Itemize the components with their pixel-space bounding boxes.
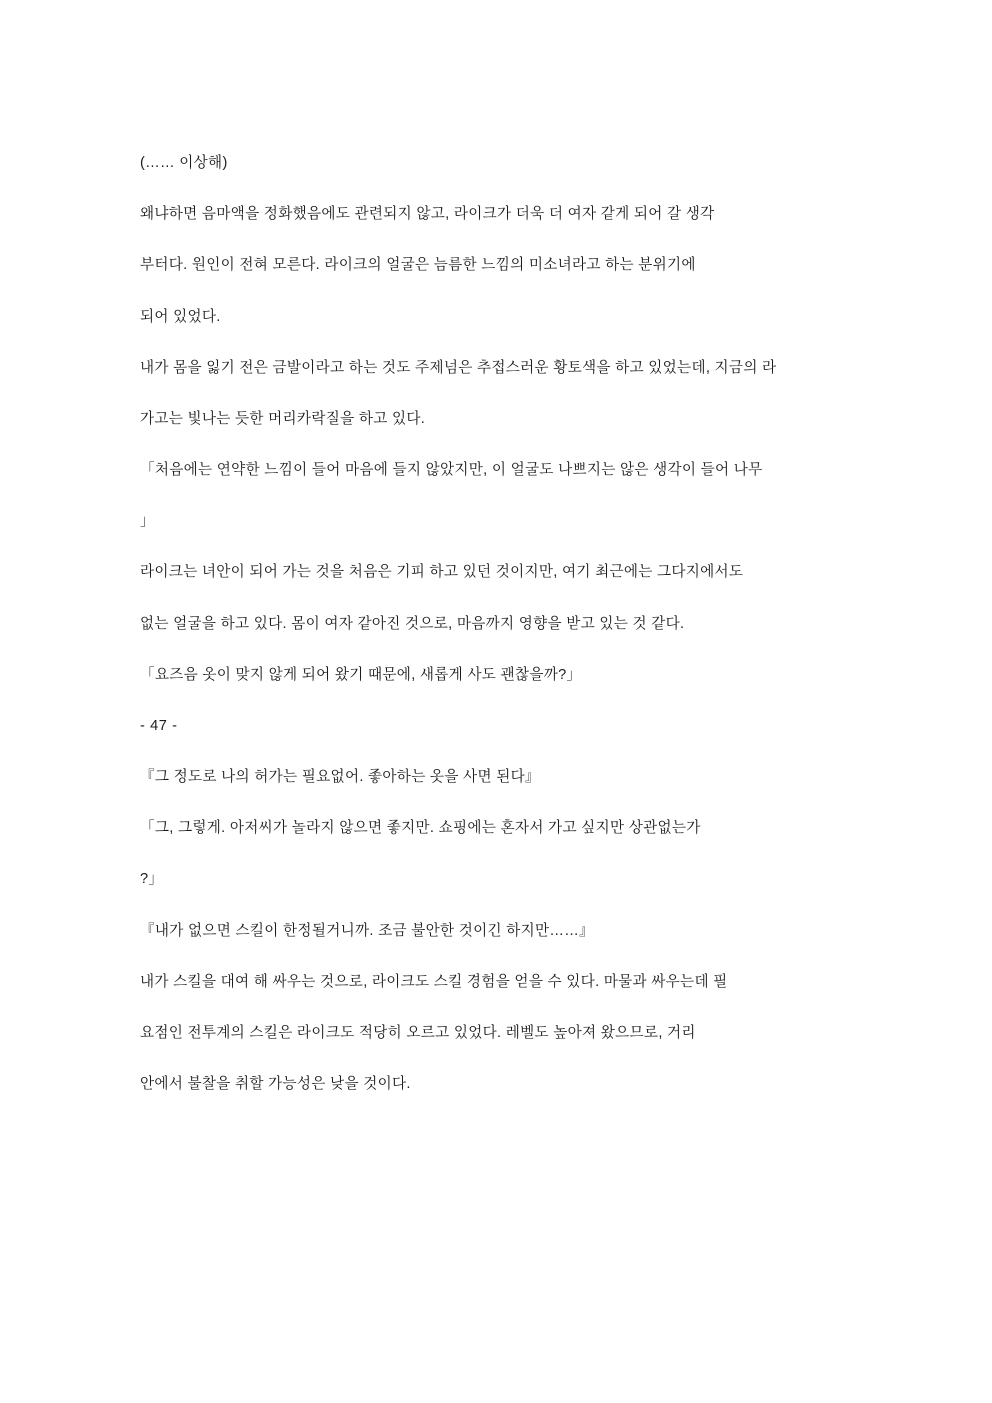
paragraph: 부터다. 원인이 전혀 모른다. 라이크의 얼굴은 늠름한 느낌의 미소녀라고 하는 분위기에 [140,257,696,274]
paragraph: 「요즈음 옷이 맞지 않게 되어 왔기 때문에, 새롭게 사도 괜찮을까?」 [140,666,582,683]
paragraph: 되어 있었다. [140,308,221,325]
paragraph: 라이크는 녀안이 되어 가는 것을 처음은 기피 하고 있던 것이지만, 여기 최근에는 그다지에서도 [140,564,744,581]
paragraph: 「그, 그렇게. 아저씨가 놀라지 않으면 좋지만. 쇼핑에는 혼자서 가고 싶지만 상관없는가 [140,820,701,837]
paragraph: 『그 정도로 나의 허가는 필요없어. 좋아하는 옷을 사면 된다』 [140,769,540,786]
paragraph: 요점인 전투계의 스킬은 라이크도 적당히 오르고 있었다. 레벨도 높아져 왔으므로, 거리 [140,1024,696,1041]
paragraph: 『내가 없으면 스킬이 한정될거니까. 조금 불안한 것이긴 하지만……』 [140,922,595,939]
paragraph: 「처음에는 연약한 느낌이 들어 마음에 들지 않았지만, 이 얼굴도 나쁘지는 않은 생각이 들어 나무 [140,462,763,479]
document-text-body [140,152,858,1124]
paragraph: 내가 몸을 잃기 전은 금발이라고 하는 것도 주제넘은 추접스러운 황토색을 하고 있었는데, 지금의 라 [140,359,777,376]
paragraph: 없는 얼굴을 하고 있다. 몸이 여자 같아진 것으로, 마음까지 영향을 받고 있는 것 같다. [140,615,685,632]
paragraph: ?」 [140,871,164,888]
paragraph: (…… 이상해) [140,155,228,171]
paragraph: 왜냐하면 음마액을 정화했음에도 관련되지 않고, 라이크가 더욱 더 여자 같게 되어 갈 생각 [140,206,715,223]
paragraph: 내가 스킬을 대여 해 싸우는 것으로, 라이크도 스킬 경험을 얻을 수 있다. 마물과 싸우는데 필 [140,973,728,990]
paragraph: 」 [140,513,155,530]
paragraph: 가고는 빛나는 듯한 머리카락질을 하고 있다. [140,410,426,427]
page-number: - 47 - [140,717,178,734]
paragraph: 안에서 불찰을 취할 가능성은 낮을 것이다. [140,1076,411,1093]
